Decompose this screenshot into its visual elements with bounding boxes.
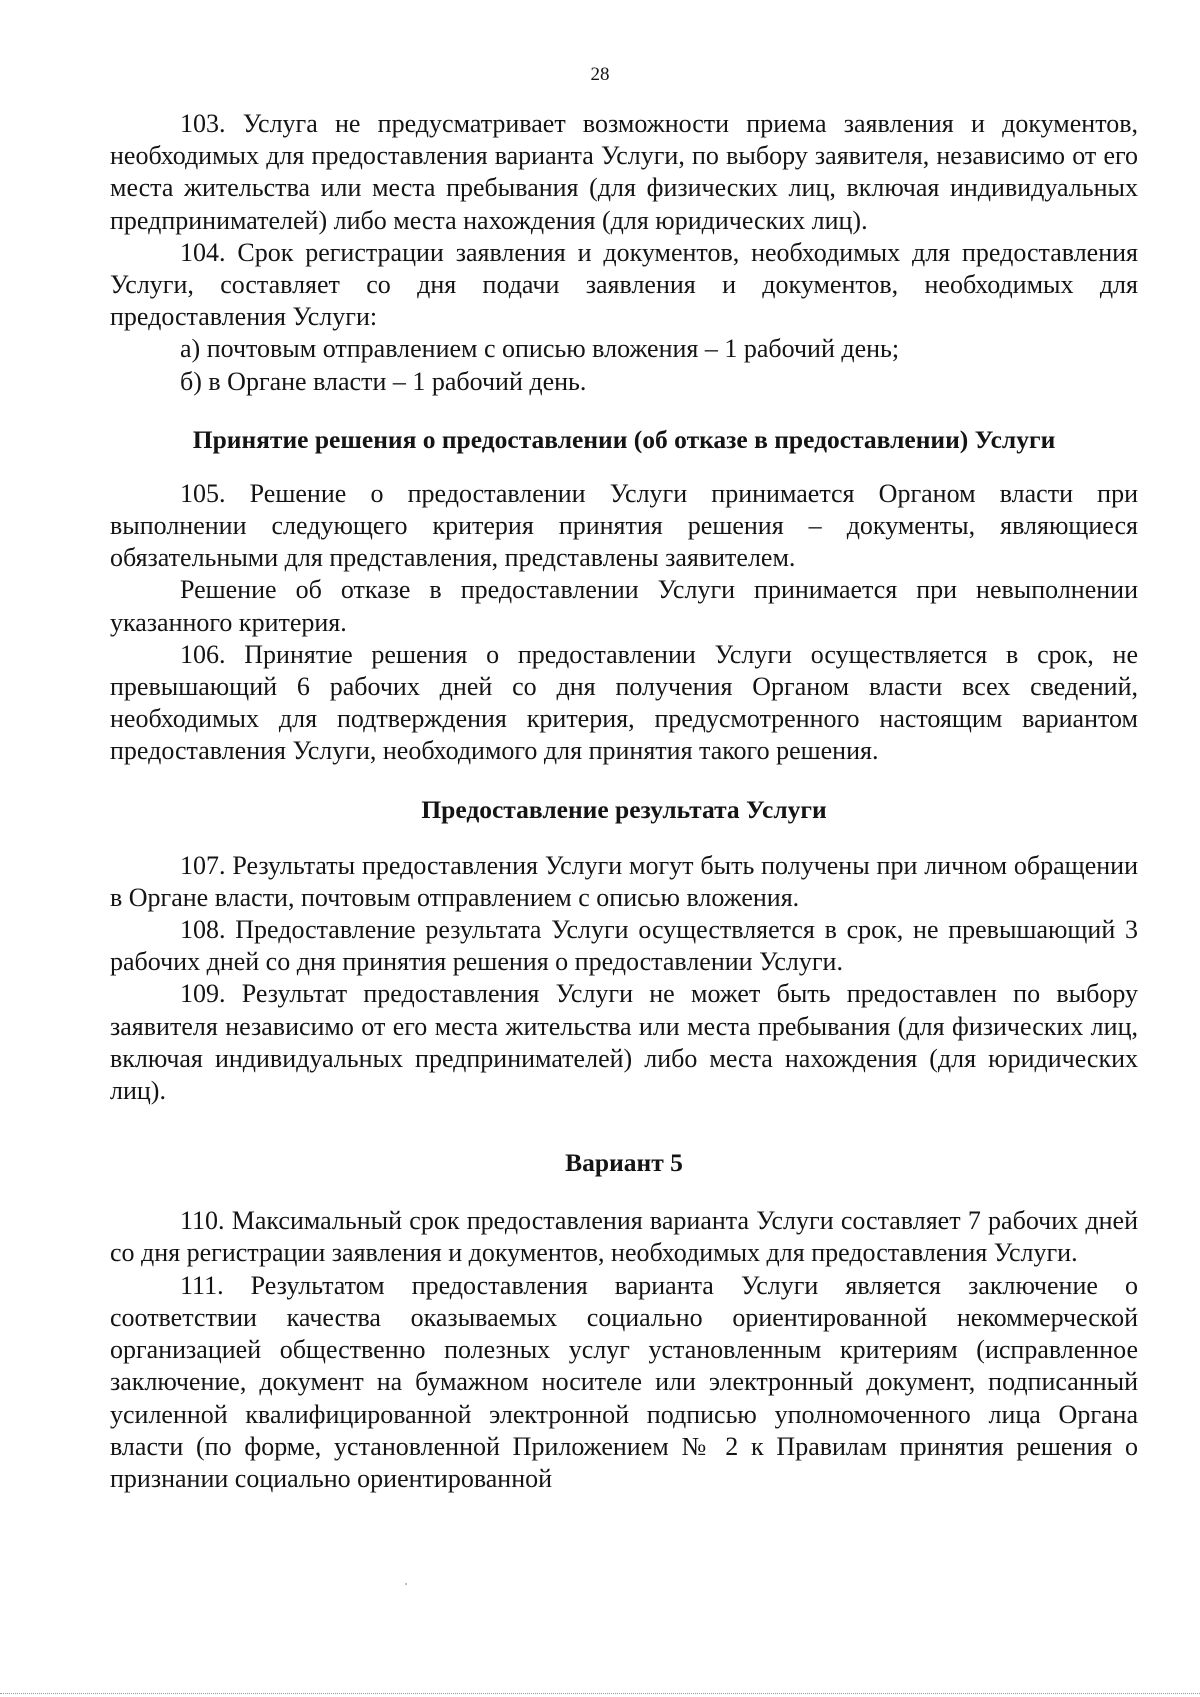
paragraph-108: 108. Предоставление результата Услуги осуществляется в срок, не превышающий 3 рабочих дней со дня принятия решения о предоставлении Услуги. xyxy=(110,915,1138,977)
section-heading-result: Предоставление результата Услуги xyxy=(421,794,827,824)
paragraph-110: 110. Максимальный срок предоставления варианта Услуги составляет 7 рабочих дней со дня регистрации заявления и документов, необходимых для предоставления Услуги. xyxy=(110,1206,1138,1268)
paragraph-104: 104. Срок регистрации заявления и документов, необходимых для предоставления Услуги, составляет со дня подачи заявления и документов, необходимых для предоставления Услуги: xyxy=(110,237,1138,332)
paragraph-104-item-a: а) почтовым отправлением с описью вложения – 1 рабочий день; xyxy=(180,334,900,364)
paragraph-105: 105. Решение о предоставлении Услуги принимается Органом власти при выполнении следующего критерия принятия решения – документы, являющиеся обязательными для представления, представлены заявителем. xyxy=(110,478,1138,573)
paragraph-103: 103. Услуга не предусматривает возможности приема заявления и документов, необходимых для предоставления варианта Услуги, по выбору заявителя, независимо от его места жительства или места пребывания (для физических лиц, включая индивидуальных предпринимателей) либо места нахождения (для юридических лиц). xyxy=(110,109,1138,235)
paragraph-109: 109. Результат предоставления Услуги не может быть предоставлен по выбору заявителя независимо от его места жительства или места пребывания (для физических лиц, включая индивидуальных предпринимателей) либо места нахождения (для юридических лиц). xyxy=(110,979,1138,1106)
page-number: 28 xyxy=(590,64,610,85)
section-heading-decision: Принятие решения о предоставлении (об отказе в предоставлении) Услуги xyxy=(192,424,1056,454)
paragraph-106: 106. Принятие решения о предоставлении Услуги осуществляется в срок, не превышающий 6 рабочих дней со дня получения Органом власти всех сведений, необходимых для подтверждения критерия, предусмотренного настоящим вариантом предоставления Услуги, необходимого для принятия такого решения. xyxy=(110,639,1138,766)
scan-speck xyxy=(405,1583,407,1585)
paragraph-105-refusal: Решение об отказе в предоставлении Услуги принимается при невыполнении указанного критерия. xyxy=(110,575,1138,637)
paragraph-111: 111. Результатом предоставления варианта Услуги является заключение о соответствии качества оказываемых социально ориентированной некоммерческой организацией общественно полезных услуг установленным критериям (исправленное заключение, документ на бумажном носителе или электронный документ, подписанный усиленной квалифицированной электронной подписью уполномоченного лица Органа власти (по форме, установленной Приложением № 2 к Правилам принятия решения о признании социально ориентированной xyxy=(110,1270,1138,1493)
document-body xyxy=(110,108,1138,1495)
paragraph-107: 107. Результаты предоставления Услуги могут быть получены при личном обращении в Органе власти, почтовым отправлением с описью вложения. xyxy=(110,850,1138,912)
section-heading-variant-5: Вариант 5 xyxy=(565,1148,683,1178)
paragraph-104-item-b: б) в Органе власти – 1 рабочий день. xyxy=(180,366,587,396)
scan-edge-line xyxy=(0,1693,1200,1695)
